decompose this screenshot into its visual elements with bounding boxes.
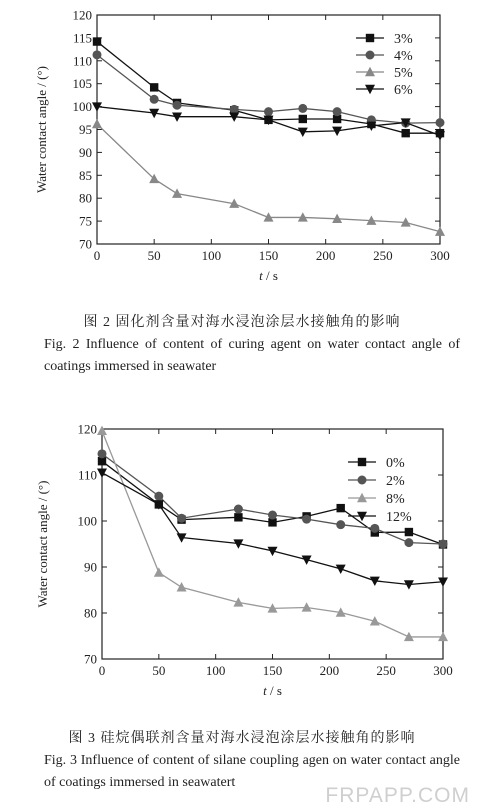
legend-label: 3% — [394, 32, 413, 47]
y-tick-label: 70 — [84, 651, 97, 667]
chart-fig2 — [0, 0, 484, 300]
x-tick-label: 100 — [201, 248, 222, 263]
legend — [348, 456, 412, 525]
y-tick-label: 120 — [77, 421, 97, 437]
x-axis-label-unit: / s — [262, 268, 278, 283]
x-axis-label — [263, 683, 282, 698]
x-tick-label: 0 — [93, 248, 101, 263]
data-point — [405, 528, 413, 536]
data-point — [98, 449, 107, 458]
legend-label: 12% — [386, 510, 412, 525]
x-axis-label — [259, 268, 278, 283]
x-tick-label: 200 — [319, 663, 340, 678]
data-point — [298, 104, 307, 113]
legend-marker — [358, 476, 367, 485]
data-point — [268, 511, 277, 520]
x-axis-label-unit: / s — [266, 683, 282, 698]
y-tick-label: 80 — [79, 190, 92, 206]
data-point — [154, 492, 163, 501]
x-tick-label: 50 — [152, 663, 166, 678]
data-point — [337, 504, 345, 512]
x-tick-label: 250 — [373, 248, 393, 263]
x-axis-label-variable: t — [259, 268, 263, 283]
y-tick-label: 105 — [72, 76, 92, 92]
y-tick-label: 85 — [79, 167, 92, 183]
data-point — [234, 513, 242, 521]
figure-3-caption-cn: 图 3 硅烷偶联剂含量对海水浸泡涂层水接触角的影响 — [68, 731, 416, 746]
x-tick-label: 100 — [205, 663, 226, 678]
data-point — [93, 37, 101, 45]
y-tick-label: 110 — [77, 467, 97, 483]
data-point — [370, 524, 379, 533]
x-tick-label: 50 — [147, 248, 161, 263]
figure-2-caption — [0, 312, 484, 378]
x-tick-label: 150 — [258, 248, 279, 263]
data-point — [234, 505, 243, 514]
figure-2-caption-cn: 图 2 固化剂含量对海水浸泡涂层水接触角的影响 — [83, 315, 401, 330]
legend-marker — [358, 458, 366, 466]
data-point — [336, 520, 345, 529]
data-point — [177, 514, 186, 523]
data-point — [97, 426, 107, 435]
data-point — [150, 83, 158, 91]
data-point — [402, 129, 410, 137]
legend-marker — [366, 51, 375, 60]
x-tick-label: 200 — [315, 248, 336, 263]
data-point — [93, 50, 102, 59]
data-point — [177, 582, 187, 591]
plot-frame — [97, 15, 440, 244]
y-tick-label: 120 — [72, 7, 92, 23]
y-tick-label: 100 — [77, 513, 97, 529]
x-axis-label-variable: t — [263, 683, 267, 698]
x-tick-label: 250 — [376, 663, 396, 678]
figure-3-caption-en: Fig. 3 Influence of content of silane coupling agen on water contact angle of coatings immersed in seawatert — [44, 753, 460, 790]
data-point — [264, 107, 273, 116]
legend-label: 6% — [394, 83, 413, 98]
data-point — [302, 515, 311, 524]
data-point — [333, 107, 342, 116]
data-point — [299, 115, 307, 123]
y-tick-label: 100 — [72, 99, 92, 115]
legend-label: 8% — [386, 492, 405, 507]
data-point — [336, 565, 346, 574]
series-5% — [92, 119, 445, 236]
y-tick-label: 80 — [84, 605, 97, 621]
chart-fig3 — [0, 412, 484, 702]
legend-label: 2% — [386, 474, 405, 489]
x-tick-label: 300 — [430, 248, 450, 263]
x-tick-label: 300 — [433, 663, 453, 678]
legend-label: 4% — [394, 49, 413, 64]
legend-marker — [366, 34, 374, 42]
y-tick-label: 90 — [84, 559, 97, 575]
y-tick-label: 90 — [79, 144, 92, 160]
y-tick-label: 115 — [72, 30, 92, 46]
data-point — [436, 118, 445, 127]
y-axis-label: Water contact angle / (°) — [35, 480, 50, 608]
data-point — [439, 540, 448, 549]
legend-label: 0% — [386, 456, 405, 471]
x-tick-label: 150 — [262, 663, 283, 678]
series-line — [102, 473, 443, 585]
x-tick-label: 0 — [98, 663, 106, 678]
figure-2-caption-en: Fig. 2 Influence of content of curing agent on water contact angle of coatings immersed in seawater — [44, 337, 460, 374]
y-tick-label: 110 — [72, 53, 92, 69]
data-point — [172, 188, 182, 197]
y-tick-label: 75 — [79, 213, 92, 229]
data-point — [92, 119, 102, 128]
legend — [356, 32, 413, 98]
data-point — [97, 469, 107, 478]
watermark-logo: FRPAPP.COM — [325, 784, 470, 807]
legend-label: 5% — [394, 66, 413, 81]
y-axis-label: Water contact angle / (°) — [34, 66, 49, 193]
data-point — [404, 580, 414, 589]
data-point — [173, 101, 182, 110]
data-point — [154, 567, 164, 576]
y-tick-label: 70 — [79, 236, 92, 252]
y-tick-label: 95 — [79, 122, 92, 137]
data-point — [404, 538, 413, 547]
data-point — [150, 95, 159, 104]
